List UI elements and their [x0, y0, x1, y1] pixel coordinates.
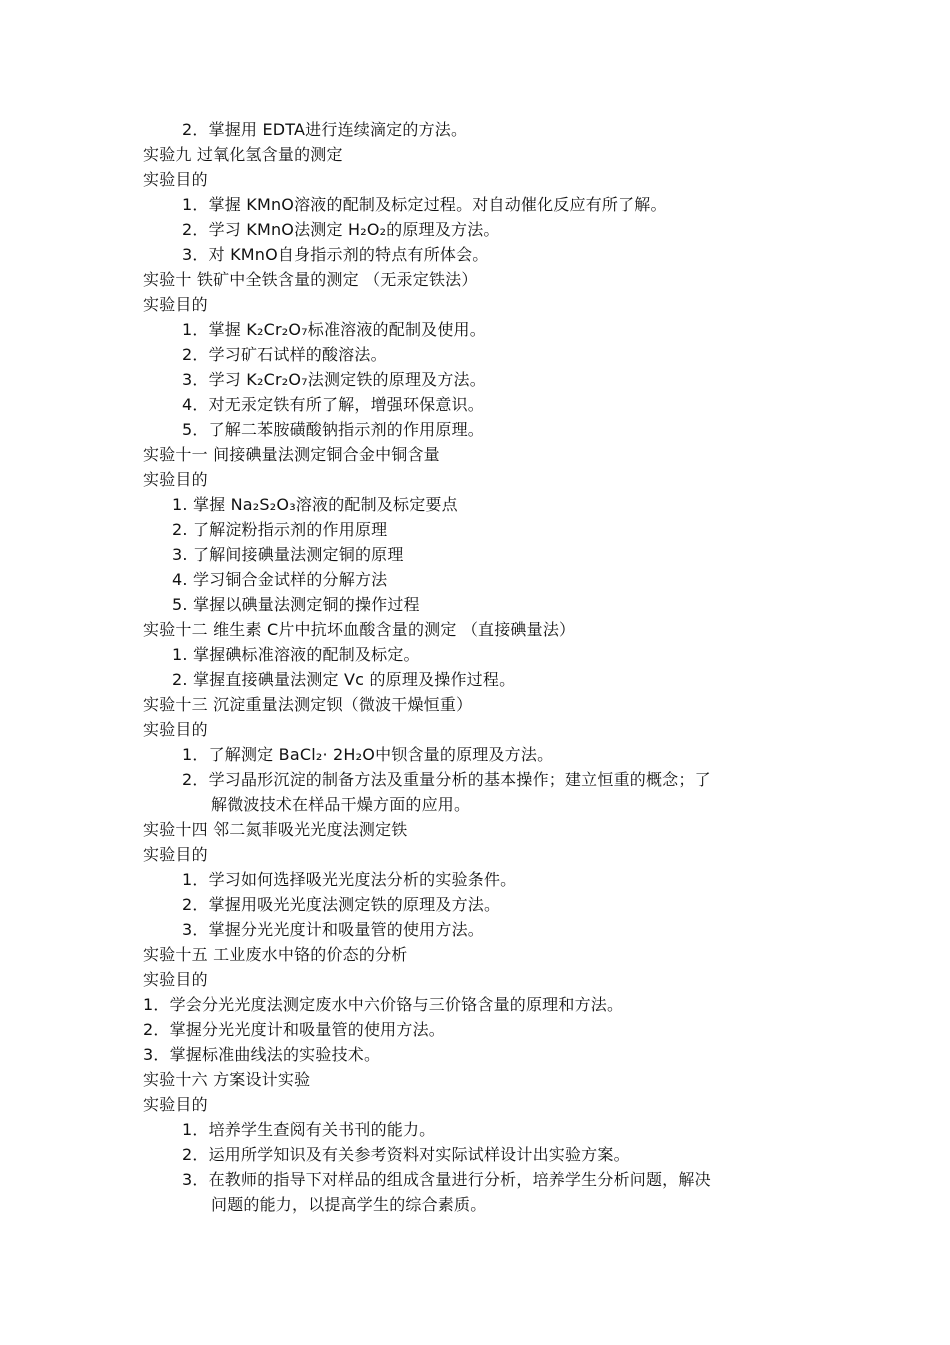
subheading: 实验目的 [143, 720, 208, 739]
list-item: 3．学习 K₂Cr₂O₇法测定铁的原理及方法。 [182, 370, 486, 389]
list-item: 1．掌握 KMnO溶液的配制及标定过程。对自动催化反应有所了解。 [182, 195, 667, 214]
subheading: 实验目的 [143, 1095, 208, 1114]
list-item: 2．学习矿石试样的酸溶法。 [182, 345, 387, 364]
subheading: 实验目的 [143, 970, 208, 989]
list-item: 3. 了解间接碘量法测定铜的原理 [172, 545, 404, 564]
list-item: 1．掌握 K₂Cr₂O₇标准溶液的配制及使用。 [182, 320, 486, 339]
list-item: 5. 掌握以碘量法测定铜的操作过程 [172, 595, 420, 614]
list-item: 2．掌握分光光度计和吸量管的使用方法。 [143, 1020, 445, 1039]
list-item: 4. 学习铜合金试样的分解方法 [172, 570, 388, 589]
section-heading: 实验十 铁矿中全铁含量的测定 （无汞定铁法） [143, 270, 478, 289]
list-item: 2．学习 KMnO法测定 H₂O₂的原理及方法。 [182, 220, 500, 239]
list-item-continuation: 解微波技术在样品干燥方面的应用。 [211, 795, 471, 814]
section-heading: 实验九 过氧化氢含量的测定 [143, 145, 343, 164]
section-heading: 实验十三 沉淀重量法测定钡（微波干燥恒重） [143, 695, 473, 714]
section-heading: 实验十二 维生素 C片中抗坏血酸含量的测定 （直接碘量法） [143, 620, 576, 639]
list-item: 2．掌握用吸光光度法测定铁的原理及方法。 [182, 895, 501, 914]
list-item-continuation: 问题的能力，以提高学生的综合素质。 [211, 1195, 487, 1214]
list-item: 1．学会分光光度法测定废水中六价铬与三价铬含量的原理和方法。 [143, 995, 624, 1014]
section-heading: 实验十六 方案设计实验 [143, 1070, 311, 1089]
list-item: 2. 掌握直接碘量法测定 Vc 的原理及操作过程。 [172, 670, 516, 689]
list-item: 3．对 KMnO自身指示剂的特点有所体会。 [182, 245, 489, 264]
section-heading: 实验十四 邻二氮菲吸光光度法测定铁 [143, 820, 408, 839]
list-item: 3．掌握标准曲线法的实验技术。 [143, 1045, 381, 1064]
section-heading: 实验十五 工业废水中铬的价态的分析 [143, 945, 408, 964]
list-item: 1．学习如何选择吸光光度法分析的实验条件。 [182, 870, 517, 889]
list-item: 2．掌握用 EDTA进行连续滴定的方法。 [182, 120, 468, 139]
list-item: 4．对无汞定铁有所了解，增强环保意识。 [182, 395, 484, 414]
list-item: 2．运用所学知识及有关参考资料对实际试样设计出实验方案。 [182, 1145, 630, 1164]
list-item: 1. 掌握 Na₂S₂O₃溶液的配制及标定要点 [172, 495, 458, 514]
list-item: 1. 掌握碘标准溶液的配制及标定。 [172, 645, 420, 664]
subheading: 实验目的 [143, 170, 208, 189]
section-heading: 实验十一 间接碘量法测定铜合金中铜含量 [143, 445, 440, 464]
subheading: 实验目的 [143, 845, 208, 864]
subheading: 实验目的 [143, 295, 208, 314]
list-item: 2．学习晶形沉淀的制备方法及重量分析的基本操作；建立恒重的概念；了 [182, 770, 711, 789]
list-item: 2. 了解淀粉指示剂的作用原理 [172, 520, 388, 539]
list-item: 1．培养学生查阅有关书刊的能力。 [182, 1120, 436, 1139]
list-item: 3．掌握分光光度计和吸量管的使用方法。 [182, 920, 484, 939]
subheading: 实验目的 [143, 470, 208, 489]
list-item: 1．了解测定 BaCl₂· 2H₂O中钡含量的原理及方法。 [182, 745, 554, 764]
list-item: 3．在教师的指导下对样品的组成含量进行分析，培养学生分析问题，解决 [182, 1170, 711, 1189]
list-item: 5．了解二苯胺磺酸钠指示剂的作用原理。 [182, 420, 484, 439]
